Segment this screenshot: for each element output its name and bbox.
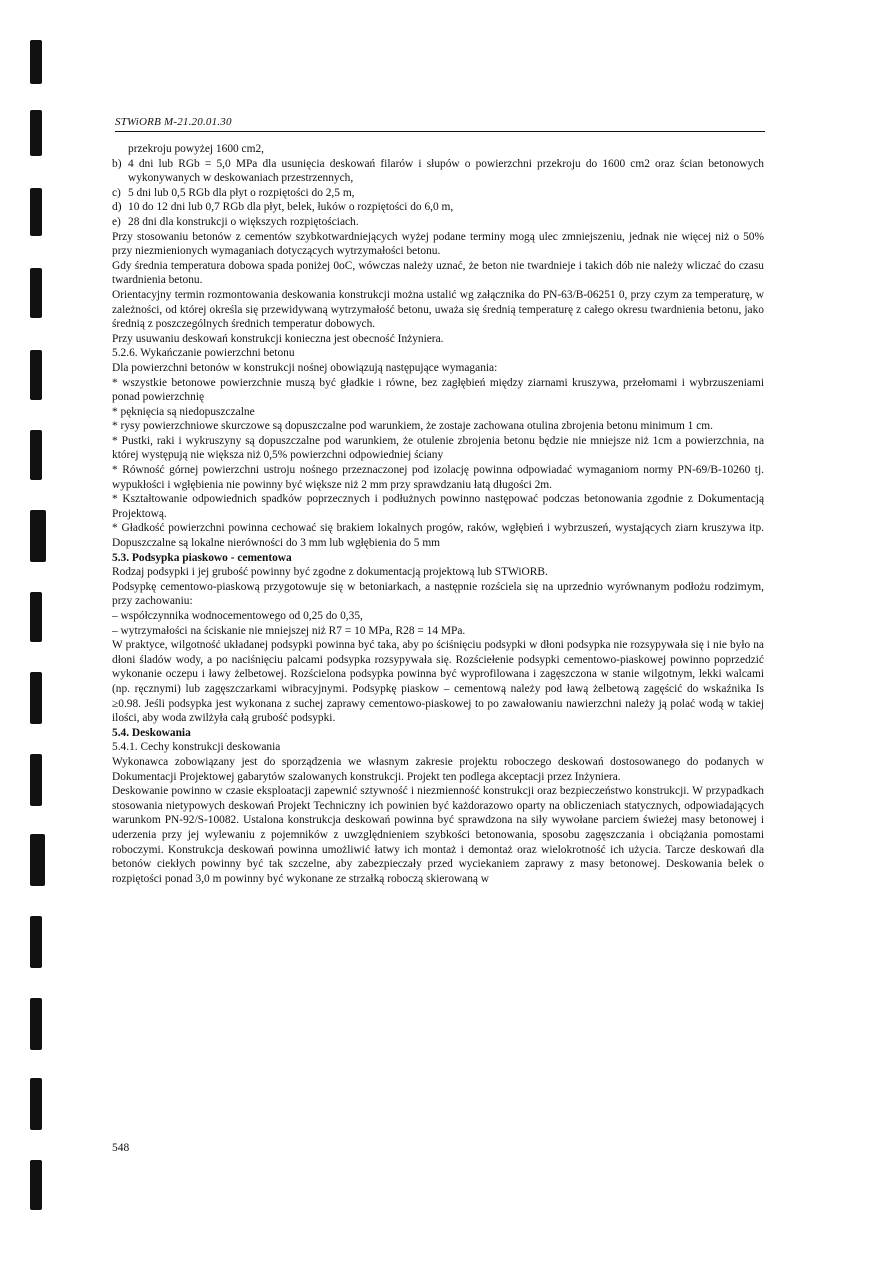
bullet-item: * Równość górnej powierzchni ustroju nośnego przeznaczonej pod izolację powinna odpowiadać wymaganiom normy PN-69/B-10260 tj. wypukłości i wgłębienia nie powinny być większe niż 2 mm przy sprawdzaniu łatą długości 2m. [112,464,764,491]
list-item [112,157,764,186]
paragraph: Dla powierzchni betonów w konstrukcji nośnej obowiązują następujące wymagania: [112,361,498,374]
paragraph: Rodzaj podsypki i jej grubość powinny być zgodne z dokumentacją projektową lub STWiORB. [112,566,548,579]
binding-hole [30,834,45,886]
paragraph: Deskowanie powinno w czasie eksploatacji zapewnić sztywność i niezmienność konstrukcji oraz bezpieczeństwo konstrukcji. W przypadkach stosowania nietypowych deskowań Projekt Techniczny ich powinien być każdorazowo oparty na obliczeniach statycznych, odpowiadających warunkom PN-92/S-10082. Ustalona konstrukcja deskowań powinna być sprawdzona na siły wywołane parciem świeżej masy betonowej i uderzenia przy jej wylewaniu z pojemników z uwzględnieniem szybkości betonowania, sposobu zagęszczania i obciążania pomostami roboczymi. Konstrukcja deskowań powinna umożliwić łatwy ich montaż i demontaż oraz wielokrotność ich użycia. Tarcze deskowań dla betonów ciekłych powinny być tak szczelne, aby zabezpieczały przed wyciekaniem zaprawy z masy betonowej. Deskowania belek o rozpiętości ponad 3,0 m powinny być wykonane ze strzałką roboczą skierowaną w [112,785,764,885]
binding-hole [30,510,46,562]
section-heading-5-4-1: 5.4.1. Cechy konstrukcji deskowania [112,741,281,754]
header-rule [115,131,765,132]
binding-hole [30,40,42,84]
bullet-item: * Pustki, raki i wykruszyny są dopuszczalne pod warunkiem, że otulenie zbrojenia betonu będzie nie mniejsze niż 1cm a powierzchnia, na której występują nie większa niż 0,5% powierzchni odpowiedniej ściany [112,434,764,462]
binding-hole [30,350,42,400]
page-number: 548 [112,1142,130,1154]
list-text: 5 dni lub 0,5 RGb dla płyt o rozpiętości do 2,5 m, [128,186,355,199]
binding-hole [30,916,42,968]
paragraph: Orientacyjny termin rozmontowania deskowania konstrukcji można ustalić wg załącznika do PN-63/B-06251 0, przy czym za temperaturę, w zależności, od której określa się przewidywaną wytrzymałość betonu, uważa się średnią temperaturę z całego okresu twardnienia betonu, jako średnią z poszczególnych średnich temperatur dobowych. [112,288,764,331]
dash-item: – wytrzymałości na ściskanie nie mniejszej niż R7 = 10 MPa, R28 = 14 MPa. [112,624,466,637]
binding-hole [30,672,42,724]
paragraph: W praktyce, wilgotność układanej podsypki powinna być taka, aby po ściśnięciu podsypki w dłoni podsypka nie rozsypywała się i nie było na dłoni śladów wody, a po naciśnięciu palcami podsypka rozsypywała się. Rozściełenie podsypki cementowo-piaskowej powinno poprzedzić wykonanie oczepu i ławy żelbetowej. Rozścielona podsypka powinna być wyprofilowana i zagęszczona w stanie wilgotnym, lekki walcami (np. ręcznymi) lub zagęszczarkami wibracyjnymi. Podsypkę piaskow – cementową należy pod ławą żelbetową zagęścić do wskaźnika Is ≥0.98. Jeśli podsypka jest wykonana z suchej zaprawy cementowo-piaskowej to po zawałowaniu nawierzchni należy ją polać wodą w takiej ilości, aby woda zwilżyła całą grubość podsypki. [112,639,764,725]
list-marker: b) [112,157,122,170]
binding-holes-strip [0,0,60,1264]
binding-hole [30,110,42,156]
binding-hole [30,268,42,318]
bullet-item: * Kształtowanie odpowiednich spadków poprzecznych i podłużnych powinno następować podczas betonowania zgodnie z Dokumentacją Projektową. [112,493,764,520]
paragraph: Przy usuwaniu deskowań konstrukcji konieczna jest obecność Inżyniera. [112,332,444,345]
list-item [112,215,764,230]
section-heading-5-4: 5.4. Deskowania [112,726,191,739]
bullet-item: * pęknięcia są niedopuszczalne [112,405,255,418]
binding-hole [30,592,42,642]
paragraph: Gdy średnia temperatura dobowa spada poniżej 0oC, wówczas należy uznać, że beton nie twardnieje i takich dób nie należy wliczać do czasu twardnienia betonu. [112,259,764,287]
binding-hole [30,754,42,806]
list-text: 28 dni dla konstrukcji o większych rozpiętościach. [128,215,359,228]
list-marker: d) [112,201,122,214]
paragraph: Podsypkę cementowo-piaskową przygotowuje się w betoniarkach, a następnie rozściela się na uprzednio wyrównanym podłożu rodzimym, przy zachowaniu: [112,580,764,608]
dash-item: – współczynnika wodnocementowego od 0,25 do 0,35, [112,610,363,622]
section-heading-5-3: 5.3. Podsypka piaskowo - cementowa [112,551,292,564]
binding-hole [30,1160,42,1210]
section-heading-5-2-6: 5.2.6. Wykańczanie powierzchni betonu [112,347,295,360]
binding-hole [30,998,42,1050]
binding-hole [30,430,42,480]
list-item [112,186,764,201]
page-body [112,142,764,886]
page-header [115,116,765,132]
list-marker: e) [112,215,121,228]
document-code: STWiORB M-21.20.01.30 [115,116,232,128]
binding-hole [30,188,42,236]
paragraph: Wykonawca zobowiązany jest do sporządzenia we własnym zakresie projektu roboczego deskowań dostosowanego do podanych w Dokumentacji Projektowej gabarytów szalowanych konstrukcji. Projekt ten podlega akceptacji przez Inżyniera. [112,755,764,783]
continuation-line: przekroju powyżej 1600 cm2, [128,143,265,155]
list-marker: c) [112,186,121,199]
bullet-item: * Gładkość powierzchni powinna cechować się brakiem lokalnych progów, raków, wgłębień i wybrzuszeń, wystających ziarn kruszywa itp. Dopuszczalne są lokalne nierówności do 3 mm lub wgłębienia do 5 mm [112,522,764,550]
list-text: 4 dni lub RGb = 5,0 MPa dla usunięcia deskowań filarów i słupów o powierzchni przekroju do 1600 cm2 oraz ścian betonowych wykonywanych w deskowaniach przestrzennych, [128,157,764,185]
bullet-item: * rysy powierzchniowe skurczowe są dopuszczalne pod warunkiem, że zostaje zachowana otulina zbrojenia betonu minimum 1 cm. [112,420,713,433]
paragraph: Przy stosowaniu betonów z cementów szybkotwardniejących wyżej podane terminy mogą ulec zmniejszeniu, jednak nie więcej niż o 50% przy niezmienionych wymaganiach dotyczących wytrzymałości betonu. [112,230,764,258]
binding-hole [30,1078,42,1130]
list-text: 10 do 12 dni lub 0,7 RGb dla płyt, belek, łuków o rozpiętości do 6,0 m, [128,201,454,214]
list-item [112,200,764,215]
bullet-item: * wszystkie betonowe powierzchnie muszą być gładkie i równe, bez zagłębień między ziarnami kruszywa, przełomami i wybrzuszeniami ponad powierzchnię [112,376,764,404]
